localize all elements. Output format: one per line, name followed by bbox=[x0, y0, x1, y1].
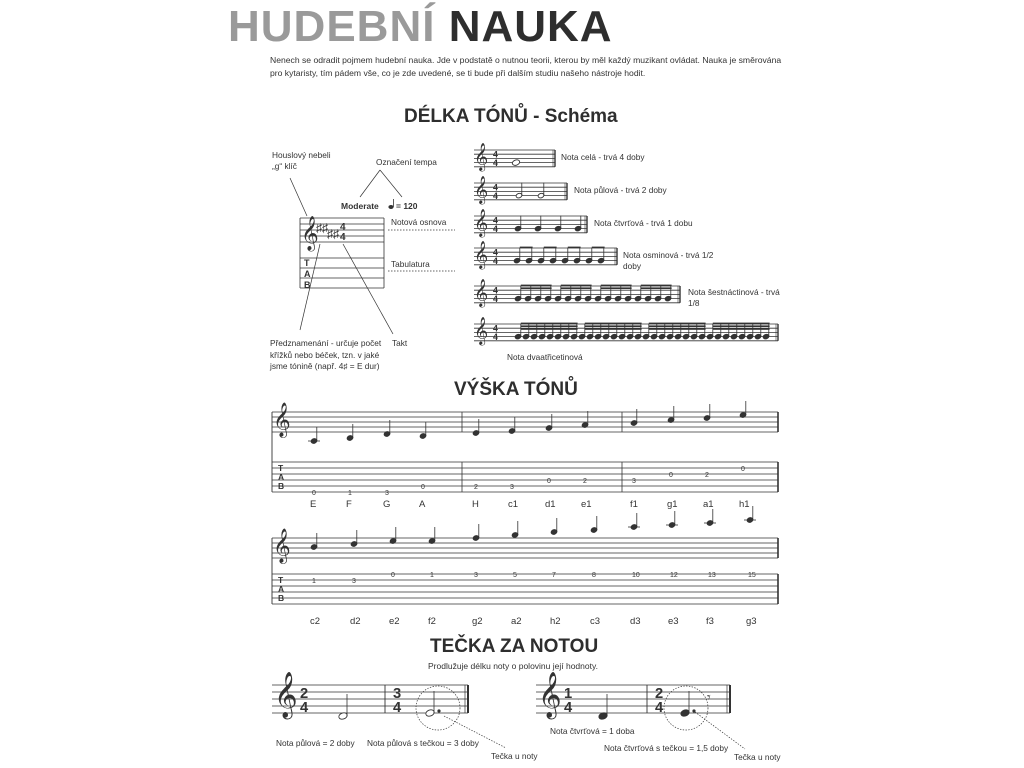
tab-fret-number: 2 bbox=[705, 472, 709, 479]
note-name-label: e3 bbox=[668, 616, 679, 627]
label-nota-osminova: Nota osminová - trvá 1/2 doby bbox=[623, 250, 714, 271]
label-nota-cela: Nota celá - trvá 4 doby bbox=[561, 152, 645, 162]
note-beam bbox=[568, 247, 581, 249]
time-sig-top: 4 bbox=[340, 222, 346, 233]
note-beam bbox=[601, 285, 632, 287]
note-beam bbox=[561, 285, 592, 287]
dotted-system bbox=[536, 672, 730, 730]
note-beam bbox=[713, 323, 770, 325]
note-head bbox=[512, 159, 521, 166]
section-title-tecka: TEČKA ZA NOTOU bbox=[430, 636, 599, 657]
tab-letter: A bbox=[278, 472, 285, 482]
tab-fret-number: 0 bbox=[312, 490, 316, 497]
highlight-circle bbox=[416, 686, 460, 730]
note-name-label: f2 bbox=[428, 616, 436, 627]
note-beam bbox=[713, 325, 770, 327]
duration-row-3 bbox=[474, 210, 587, 238]
time-sig-top: 4 bbox=[493, 285, 498, 296]
tab-letter: B bbox=[278, 481, 285, 491]
treble-clef-icon: 𝄞 bbox=[474, 209, 489, 237]
tab-fret-number: 10 bbox=[632, 572, 640, 579]
note-name-label: F bbox=[346, 499, 352, 510]
eighth-rest-icon: 𝄾 bbox=[707, 689, 711, 705]
note-name-label: f3 bbox=[706, 616, 714, 627]
note-name-label: g2 bbox=[472, 616, 483, 627]
note-beam bbox=[521, 323, 578, 325]
pitch-staffs bbox=[272, 401, 778, 627]
sharp-icon: ♯ bbox=[343, 361, 348, 371]
pitch-staff bbox=[272, 412, 778, 432]
intro-paragraph: Nenech se odradit pojmem hudební nauka. Jde v podstatě o nutnou teorii, kterou by měl každý muzikant ovládat. Nauka je směrována pro kytaristy, tím pádem vše, co je zde uvedené, se ti bude při dalším studiu našeho nástroje hodit. bbox=[270, 55, 782, 78]
pitch-staff bbox=[272, 538, 778, 558]
label-takt: Takt bbox=[392, 338, 408, 348]
tab-fret-number: 1 bbox=[348, 490, 352, 497]
note-head bbox=[680, 709, 690, 718]
dotted-note-staffs bbox=[272, 672, 745, 749]
tab-staff bbox=[272, 574, 778, 604]
tecka-subtitle: Prodlužuje délku noty o polovinu její hodnoty. bbox=[428, 661, 598, 671]
duration-row-6 bbox=[474, 318, 778, 346]
tab-letter: A bbox=[278, 584, 285, 594]
tab-letter: T bbox=[278, 575, 284, 585]
label-houslovy-klic: Houslový nebeli „g“ klíč bbox=[272, 150, 331, 171]
time-sig-bottom: 4 bbox=[393, 700, 402, 716]
svg-text:♯♯: ♯♯ bbox=[327, 227, 339, 241]
note-name-label: d1 bbox=[545, 499, 556, 510]
time-sig-bottom: 4 bbox=[493, 223, 498, 234]
note-beam bbox=[649, 323, 706, 325]
tab-fret-number: 2 bbox=[474, 484, 478, 491]
tab-fret-number: 1 bbox=[430, 572, 434, 579]
note-beam bbox=[521, 328, 578, 330]
time-sig-top: 4 bbox=[493, 149, 498, 160]
time-sig-top: 4 bbox=[493, 215, 498, 226]
tempo-value: = 120 bbox=[396, 201, 418, 211]
time-sig-top: 2 bbox=[300, 686, 309, 702]
note-head bbox=[425, 709, 435, 718]
note-beam bbox=[521, 285, 552, 287]
label-predznamenani: Předznamenání - určuje počet křížků nebo béček, tzn. v jaké jsme tónině (např. 4♯ = E dur) bbox=[270, 338, 382, 371]
tab-fret-number: 5 bbox=[513, 572, 517, 579]
note-name-label: h2 bbox=[550, 616, 561, 627]
note-beam bbox=[585, 325, 642, 327]
note-name-label: g1 bbox=[667, 499, 678, 510]
label-tabulatura: Tabulatura bbox=[391, 259, 430, 269]
note-beam bbox=[561, 287, 592, 289]
label-nota-pulova: Nota půlová - trvá 2 doby bbox=[574, 185, 667, 195]
tab-fret-number: 2 bbox=[583, 478, 587, 485]
label-nota-sestnactinova: Nota šestnáctinová - trvá 1/8 bbox=[688, 287, 780, 308]
label-nota-dvaatricetinova: Nota dvaatřicetinová bbox=[507, 352, 583, 362]
note-beam bbox=[585, 328, 642, 330]
note-beam bbox=[641, 287, 672, 289]
note-name-label: a2 bbox=[511, 616, 522, 627]
note-name-label: A bbox=[419, 499, 426, 510]
treble-clef-icon: 𝄞 bbox=[274, 673, 298, 718]
label-tecka-left-1: Nota půlová = 2 doby bbox=[276, 738, 355, 748]
tab-letter: T bbox=[278, 463, 284, 473]
page-title-part1: HUDEBNÍ bbox=[228, 2, 436, 51]
note-beam bbox=[601, 287, 632, 289]
time-sig-bottom: 4 bbox=[655, 700, 664, 716]
note-beam bbox=[520, 247, 533, 249]
note-name-label: g3 bbox=[746, 616, 757, 627]
note-name-label: E bbox=[310, 499, 317, 510]
time-sig-top: 2 bbox=[655, 686, 664, 702]
time-sig-top: 1 bbox=[564, 686, 573, 702]
note-name-label: c1 bbox=[508, 499, 519, 510]
label-oznaceni-tempa: Označení tempa bbox=[376, 157, 437, 167]
treble-clef-icon: 𝄞 bbox=[474, 176, 489, 204]
note-beam bbox=[649, 328, 706, 330]
tab-fret-number: 8 bbox=[592, 572, 596, 579]
note-name-label: c2 bbox=[310, 616, 321, 627]
duration-row-5 bbox=[474, 280, 680, 308]
tab-fret-number: 0 bbox=[391, 572, 395, 579]
note-beam bbox=[521, 287, 552, 289]
highlight-circle bbox=[664, 686, 708, 730]
time-sig-bottom: 4 bbox=[493, 293, 498, 304]
label-tecka-left-3: Tečka u noty bbox=[491, 751, 538, 761]
time-sig-top: 4 bbox=[493, 247, 498, 258]
tab-fret-number: 15 bbox=[748, 572, 756, 579]
duration-staffs bbox=[474, 144, 778, 346]
tab-letter-t: T bbox=[304, 258, 310, 268]
tab-fret-number: 1 bbox=[312, 578, 316, 585]
tab-fret-number: 3 bbox=[510, 484, 514, 491]
time-sig-bottom: 4 bbox=[564, 700, 573, 716]
key-signature-sharps: ♯♯ bbox=[316, 221, 328, 235]
time-sig-bottom: 4 bbox=[493, 255, 498, 266]
note-beam bbox=[521, 325, 578, 327]
time-sig-top: 4 bbox=[493, 182, 498, 193]
note-name-label: a1 bbox=[703, 499, 714, 510]
tab-staff bbox=[272, 462, 778, 492]
time-sig-bottom: 4 bbox=[300, 700, 309, 716]
section-title-vyska: VÝŠKA TÓNŮ bbox=[454, 379, 578, 400]
time-sig-bottom: 4 bbox=[340, 232, 346, 243]
label-tecka-right-1: Nota čtvrťová = 1 doba bbox=[550, 726, 635, 736]
note-beam bbox=[649, 325, 706, 327]
note-name-label: f1 bbox=[630, 499, 638, 510]
augmentation-dot bbox=[437, 709, 440, 712]
treble-clef-icon: 𝄞 bbox=[474, 143, 489, 171]
treble-clef-icon: 𝄞 bbox=[474, 279, 489, 307]
time-sig-bottom: 4 bbox=[493, 331, 498, 342]
note-name-label: H bbox=[472, 499, 479, 510]
note-name-label: d3 bbox=[630, 616, 641, 627]
note-beam bbox=[641, 285, 672, 287]
note-beam bbox=[544, 247, 557, 249]
note-name-label: c3 bbox=[590, 616, 601, 627]
tab-fret-number: 0 bbox=[547, 478, 551, 485]
label-notova-osnova: Notová osnova bbox=[391, 217, 447, 227]
tab-fret-number: 3 bbox=[632, 478, 636, 485]
note-beam bbox=[713, 328, 770, 330]
tab-fret-number: 0 bbox=[669, 472, 673, 479]
tab-fret-number: 7 bbox=[552, 572, 556, 579]
tab-fret-number: 12 bbox=[670, 572, 678, 579]
label-tecka-right-3: Tečka u noty bbox=[734, 752, 781, 762]
label-nota-ctvrtova: Nota čtvrťová - trvá 1 dobu bbox=[594, 218, 693, 228]
note-name-label: G bbox=[383, 499, 391, 510]
note-name-label: e2 bbox=[389, 616, 400, 627]
duration-row-1 bbox=[474, 144, 555, 172]
pitch-system bbox=[272, 506, 778, 627]
treble-clef-icon: 𝄞 bbox=[538, 673, 562, 718]
label-tecka-left-2: Nota půlová s tečkou = 3 doby bbox=[367, 738, 479, 748]
tab-fret-number: 0 bbox=[421, 484, 425, 491]
note-beam bbox=[592, 247, 605, 249]
treble-clef-icon: 𝄞 bbox=[301, 217, 319, 250]
duration-row-2 bbox=[474, 177, 567, 205]
note-beam bbox=[585, 323, 642, 325]
tab-letter-b: B bbox=[304, 280, 311, 290]
treble-clef-icon: 𝄞 bbox=[474, 317, 489, 345]
tab-fret-number: 3 bbox=[352, 578, 356, 585]
dotted-system bbox=[272, 672, 468, 730]
page-title-part2: NAUKA bbox=[448, 2, 613, 51]
treble-clef-icon: 𝄞 bbox=[273, 403, 291, 437]
note-name-label: d2 bbox=[350, 616, 361, 627]
time-sig-bottom: 4 bbox=[493, 157, 498, 168]
treble-clef-icon: 𝄞 bbox=[273, 529, 291, 563]
note-name-label: h1 bbox=[739, 499, 750, 510]
tab-fret-number: 3 bbox=[474, 572, 478, 579]
tab-fret-number: 3 bbox=[385, 490, 389, 497]
label-tecka-right-2: Nota čtvrťová s tečkou = 1,5 doby bbox=[604, 743, 729, 753]
section-title-delka: DÉLKA TÓNŮ - Schéma bbox=[404, 106, 618, 127]
duration-staff bbox=[474, 216, 587, 233]
time-sig-top: 3 bbox=[393, 686, 402, 702]
time-sig-top: 4 bbox=[493, 323, 498, 334]
tab-letter-a: A bbox=[304, 269, 311, 279]
note-name-label: e1 bbox=[581, 499, 592, 510]
schema-diagram bbox=[290, 170, 455, 334]
treble-clef-icon: 𝄞 bbox=[474, 241, 489, 269]
time-sig-bottom: 4 bbox=[493, 190, 498, 201]
tab-letter: B bbox=[278, 593, 285, 603]
tab-fret-number: 13 bbox=[708, 572, 716, 579]
tempo-word: Moderate bbox=[341, 201, 379, 211]
pitch-system bbox=[272, 401, 778, 510]
pointer-lines bbox=[444, 712, 745, 749]
duration-row-4 bbox=[474, 242, 617, 270]
tab-fret-number: 0 bbox=[741, 466, 745, 473]
